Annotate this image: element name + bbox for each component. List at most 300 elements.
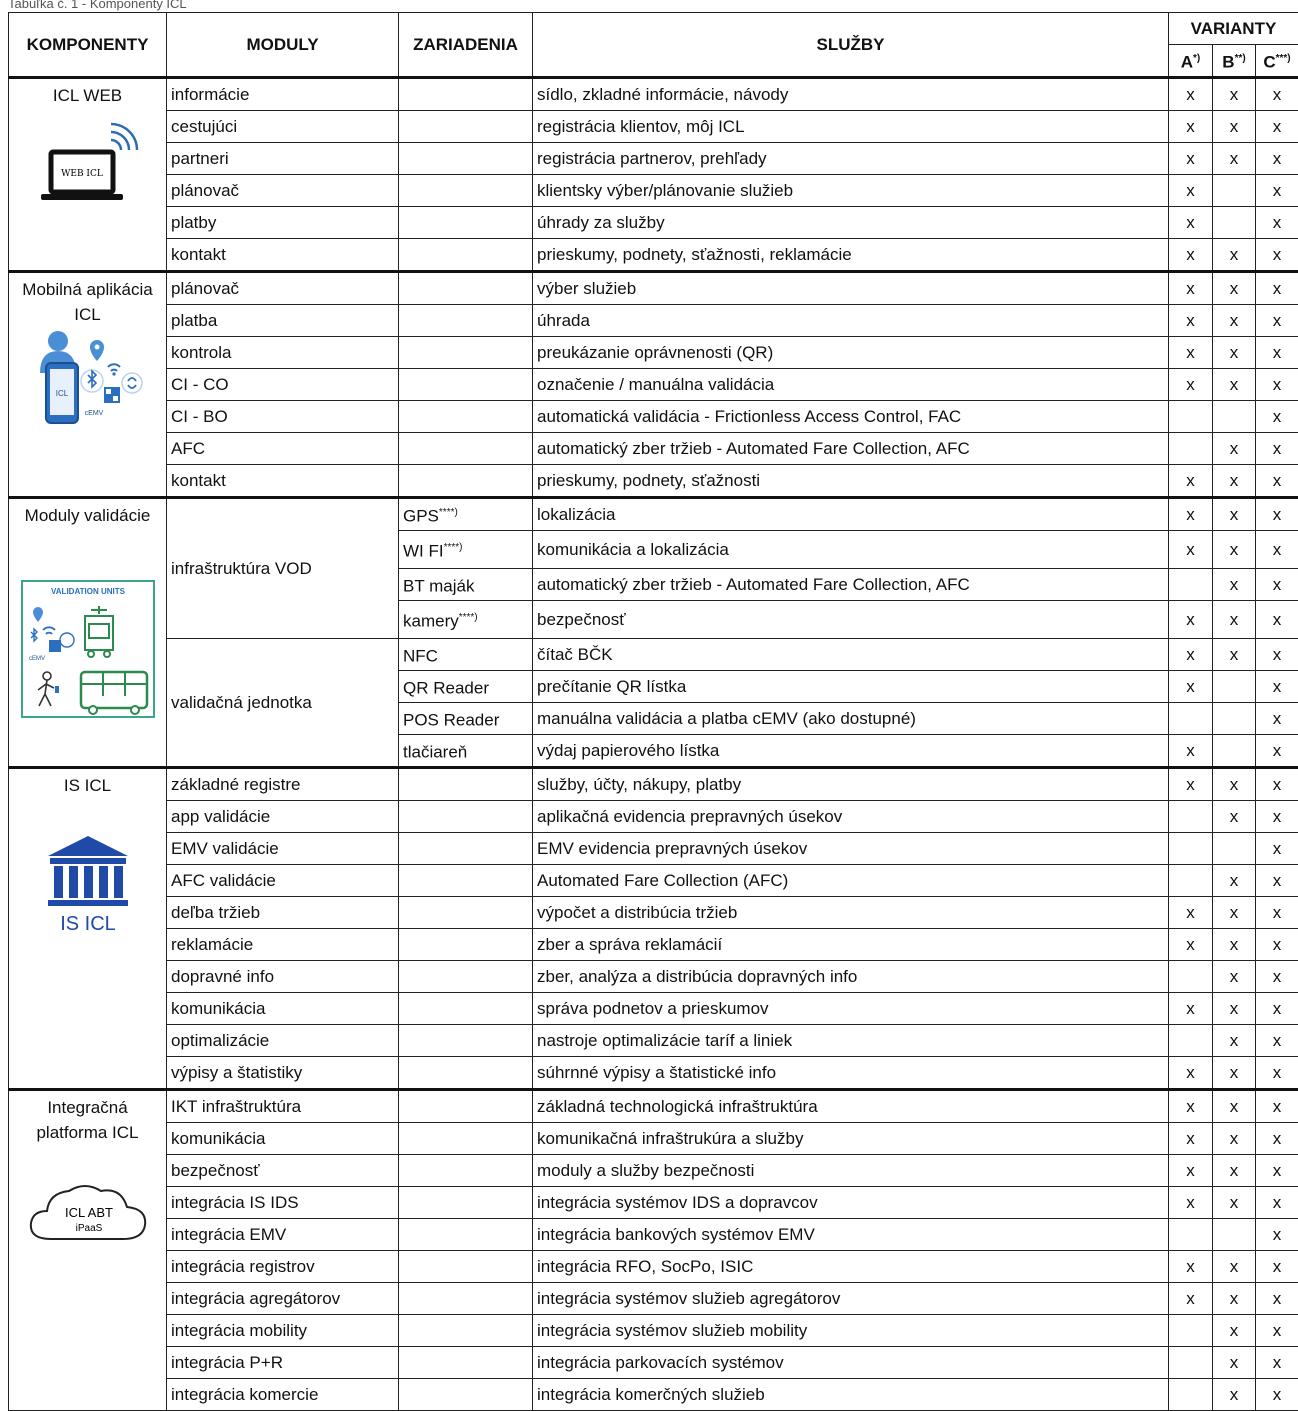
variant-a-mark: x — [1169, 601, 1213, 639]
variant-c-mark: x — [1256, 929, 1298, 961]
header-moduly: MODULY — [167, 13, 399, 78]
table-body — [9, 78, 1298, 1411]
module-cell: plánovač — [167, 175, 399, 207]
variant-b-mark: x — [1213, 801, 1256, 833]
variant-c-mark: x — [1256, 143, 1298, 175]
device-cell — [399, 401, 533, 433]
service-cell: integrácia parkovacích systémov — [533, 1347, 1169, 1379]
component-title: IS ICL — [13, 773, 162, 798]
table-row — [9, 78, 1298, 111]
module-cell: validačná jednotka — [167, 639, 399, 768]
module-cell: výpisy a štatistiky — [167, 1057, 399, 1090]
header-zariadenia: ZARIADENIA — [399, 13, 533, 78]
service-cell: lokalizácia — [533, 498, 1169, 531]
variant-a-mark: x — [1169, 993, 1213, 1025]
variant-a-mark: x — [1169, 239, 1213, 272]
variant-b-mark: x — [1213, 272, 1256, 305]
header-sluzby: SLUŽBY — [533, 13, 1169, 78]
variant-b-mark: x — [1213, 498, 1256, 531]
variant-b-mark: x — [1213, 639, 1256, 671]
variant-c-mark: x — [1256, 833, 1298, 865]
device-cell — [399, 207, 533, 239]
svg-text:WEB ICL: WEB ICL — [61, 169, 103, 179]
module-cell: integrácia registrov — [167, 1251, 399, 1283]
module-cell: CI - CO — [167, 369, 399, 401]
table-row — [9, 465, 1298, 498]
module-cell: cestujúci — [167, 111, 399, 143]
variant-a-mark: x — [1169, 78, 1213, 111]
module-cell: kontrola — [167, 337, 399, 369]
device-cell — [399, 865, 533, 897]
device-cell — [399, 433, 533, 465]
service-cell: integrácia systémov služieb mobility — [533, 1315, 1169, 1347]
variant-b-mark: x — [1213, 1379, 1256, 1411]
table-row — [9, 1090, 1298, 1123]
variant-a-mark — [1169, 401, 1213, 433]
module-cell: informácie — [167, 78, 399, 111]
variant-b-mark: x — [1213, 1025, 1256, 1057]
variant-b-mark: x — [1213, 1155, 1256, 1187]
variant-c-mark: x — [1256, 671, 1298, 703]
service-cell: zber a správa reklamácií — [533, 929, 1169, 961]
header-variant-a: A*) — [1169, 45, 1213, 78]
variant-a-mark: x — [1169, 1155, 1213, 1187]
device-cell — [399, 1251, 533, 1283]
svg-text:ICL ABT: ICL ABT — [65, 1205, 113, 1220]
service-cell: registrácia partnerov, prehľady — [533, 143, 1169, 175]
variant-a-mark: x — [1169, 175, 1213, 207]
device-cell: tlačiareň — [399, 735, 533, 768]
table-caption: Tabuľka č. 1 - Komponenty ICL — [8, 0, 187, 12]
service-cell: označenie / manuálna validácia — [533, 369, 1169, 401]
variant-a-mark: x — [1169, 1187, 1213, 1219]
device-cell — [399, 929, 533, 961]
variant-a-mark: x — [1169, 369, 1213, 401]
module-cell: kontakt — [167, 239, 399, 272]
variant-b-mark: x — [1213, 337, 1256, 369]
variant-c-mark: x — [1256, 768, 1298, 801]
variant-c-mark: x — [1256, 1155, 1298, 1187]
variant-b-mark: x — [1213, 1347, 1256, 1379]
variant-b-mark: x — [1213, 768, 1256, 801]
device-cell — [399, 1283, 533, 1315]
module-cell: platba — [167, 305, 399, 337]
variant-c-mark: x — [1256, 369, 1298, 401]
device-cell: POS Reader — [399, 703, 533, 735]
module-cell: CI - BO — [167, 401, 399, 433]
component-validation-modules — [9, 498, 167, 768]
service-cell: súhrnné výpisy a štatistické info — [533, 1057, 1169, 1090]
component-is-icl — [9, 768, 167, 1090]
variant-a-mark: x — [1169, 1090, 1213, 1123]
variant-b-mark: x — [1213, 601, 1256, 639]
service-cell: integrácia komerčných služieb — [533, 1379, 1169, 1411]
service-cell: nastroje optimalizácie taríf a liniek — [533, 1025, 1169, 1057]
variant-c-mark: x — [1256, 272, 1298, 305]
table-row — [9, 143, 1298, 175]
cloud-icon — [23, 1177, 153, 1247]
service-cell: prieskumy, podnety, sťažnosti — [533, 465, 1169, 498]
service-cell: integrácia systémov IDS a dopravcov — [533, 1187, 1169, 1219]
service-cell: automatická validácia - Frictionless Access Control, FAC — [533, 401, 1169, 433]
module-cell: plánovač — [167, 272, 399, 305]
header-variant-b: B**) — [1213, 45, 1256, 78]
components-table — [8, 12, 1298, 1411]
variant-c-mark: x — [1256, 1379, 1298, 1411]
variant-c-mark: x — [1256, 601, 1298, 639]
table-row — [9, 337, 1298, 369]
service-cell: Automated Fare Collection (AFC) — [533, 865, 1169, 897]
validation-units-icon — [21, 580, 155, 718]
module-cell: deľba tržieb — [167, 897, 399, 929]
variant-b-mark: x — [1213, 929, 1256, 961]
service-cell: úhrada — [533, 305, 1169, 337]
module-cell: platby — [167, 207, 399, 239]
module-cell: partneri — [167, 143, 399, 175]
variant-c-mark: x — [1256, 305, 1298, 337]
module-cell: integrácia mobility — [167, 1315, 399, 1347]
device-cell — [399, 111, 533, 143]
module-cell: komunikácia — [167, 1123, 399, 1155]
service-cell: výpočet a distribúcia tržieb — [533, 897, 1169, 929]
module-cell: integrácia IS IDS — [167, 1187, 399, 1219]
table-row — [9, 1379, 1298, 1411]
svg-text:cEMV: cEMV — [28, 656, 44, 662]
table-row — [9, 768, 1298, 801]
device-cell — [399, 272, 533, 305]
table-row — [9, 111, 1298, 143]
variant-b-mark: x — [1213, 1057, 1256, 1090]
service-cell: čítač BČK — [533, 639, 1169, 671]
variant-b-mark — [1213, 833, 1256, 865]
service-cell: výber služieb — [533, 272, 1169, 305]
device-cell — [399, 1057, 533, 1090]
variant-a-mark: x — [1169, 143, 1213, 175]
variant-a-mark — [1169, 833, 1213, 865]
institution-icon — [38, 830, 138, 940]
variant-b-mark: x — [1213, 531, 1256, 569]
device-cell — [399, 1123, 533, 1155]
table-row — [9, 993, 1298, 1025]
variant-a-mark — [1169, 961, 1213, 993]
svg-text:ICL: ICL — [55, 389, 68, 398]
table-row — [9, 1315, 1298, 1347]
module-cell: bezpečnosť — [167, 1155, 399, 1187]
device-cell — [399, 143, 533, 175]
variant-c-mark: x — [1256, 498, 1298, 531]
module-cell: EMV validácie — [167, 833, 399, 865]
variant-a-mark: x — [1169, 1123, 1213, 1155]
module-cell: integrácia komercie — [167, 1379, 399, 1411]
service-cell: komunikačná infraštrukúra a služby — [533, 1123, 1169, 1155]
svg-text:IS ICL: IS ICL — [60, 913, 116, 935]
variant-b-mark: x — [1213, 993, 1256, 1025]
variant-a-mark: x — [1169, 1057, 1213, 1090]
variant-a-mark: x — [1169, 337, 1213, 369]
service-cell: správa podnetov a prieskumov — [533, 993, 1169, 1025]
device-cell — [399, 305, 533, 337]
variant-b-mark: x — [1213, 1251, 1256, 1283]
table-row — [9, 207, 1298, 239]
variant-b-mark — [1213, 1219, 1256, 1251]
table-row — [9, 1187, 1298, 1219]
variant-b-mark — [1213, 207, 1256, 239]
component-title: Mobilná aplikácia ICL — [13, 277, 162, 327]
device-cell — [399, 1219, 533, 1251]
table-row — [9, 1123, 1298, 1155]
variant-c-mark: x — [1256, 465, 1298, 498]
variant-c-mark: x — [1256, 1025, 1298, 1057]
variant-c-mark: x — [1256, 239, 1298, 272]
device-cell — [399, 175, 533, 207]
device-cell — [399, 1379, 533, 1411]
variant-b-mark: x — [1213, 465, 1256, 498]
device-cell — [399, 768, 533, 801]
variant-b-mark: x — [1213, 865, 1256, 897]
module-cell: reklamácie — [167, 929, 399, 961]
service-cell: bezpečnosť — [533, 601, 1169, 639]
service-cell: manuálna validácia a platba cEMV (ako dostupné) — [533, 703, 1169, 735]
variant-c-mark: x — [1256, 897, 1298, 929]
header-komponenty: KOMPONENTY — [9, 13, 167, 78]
variant-c-mark: x — [1256, 433, 1298, 465]
table-row — [9, 639, 1298, 671]
component-title: Moduly validácie — [13, 503, 162, 528]
device-cell — [399, 1315, 533, 1347]
service-cell: sídlo, zkladné informácie, návody — [533, 78, 1169, 111]
device-cell — [399, 337, 533, 369]
variant-c-mark: x — [1256, 78, 1298, 111]
device-cell: WI FI****) — [399, 531, 533, 569]
device-cell — [399, 993, 533, 1025]
variant-c-mark: x — [1256, 1315, 1298, 1347]
table-row — [9, 1025, 1298, 1057]
device-cell — [399, 78, 533, 111]
service-cell: služby, účty, nákupy, platby — [533, 768, 1169, 801]
device-cell: GPS****) — [399, 498, 533, 531]
variant-a-mark — [1169, 801, 1213, 833]
laptop-icon — [33, 118, 143, 208]
variant-b-mark: x — [1213, 78, 1256, 111]
module-cell: integrácia P+R — [167, 1347, 399, 1379]
variant-a-mark: x — [1169, 897, 1213, 929]
service-cell: aplikačná evidencia prepravných úsekov — [533, 801, 1169, 833]
module-cell: infraštruktúra VOD — [167, 498, 399, 639]
variant-c-mark: x — [1256, 111, 1298, 143]
service-cell: integrácia systémov služieb agregátorov — [533, 1283, 1169, 1315]
service-cell: automatický zber tržieb - Automated Fare Collection, AFC — [533, 569, 1169, 601]
variant-c-mark: x — [1256, 401, 1298, 433]
variant-b-mark: x — [1213, 433, 1256, 465]
variant-a-mark: x — [1169, 735, 1213, 768]
variant-b-mark — [1213, 703, 1256, 735]
variant-b-mark: x — [1213, 897, 1256, 929]
module-cell: integrácia EMV — [167, 1219, 399, 1251]
table-row — [9, 897, 1298, 929]
table-row — [9, 239, 1298, 272]
table-row — [9, 272, 1298, 305]
variant-a-mark — [1169, 1219, 1213, 1251]
service-cell: registrácia klientov, môj ICL — [533, 111, 1169, 143]
variant-a-mark: x — [1169, 1251, 1213, 1283]
table-row — [9, 1219, 1298, 1251]
variant-a-mark — [1169, 1379, 1213, 1411]
variant-c-mark: x — [1256, 1187, 1298, 1219]
module-cell: AFC validácie — [167, 865, 399, 897]
device-cell — [399, 961, 533, 993]
table-row — [9, 961, 1298, 993]
component-mobile-app — [9, 272, 167, 498]
module-cell: dopravné info — [167, 961, 399, 993]
svg-text:cEMV: cEMV — [84, 410, 103, 417]
header-varianty: VARIANTY — [1169, 13, 1298, 45]
variant-c-mark: x — [1256, 1090, 1298, 1123]
variant-a-mark: x — [1169, 207, 1213, 239]
variant-a-mark: x — [1169, 111, 1213, 143]
variant-b-mark — [1213, 735, 1256, 768]
variant-a-mark — [1169, 865, 1213, 897]
variant-c-mark: x — [1256, 569, 1298, 601]
variant-c-mark: x — [1256, 1251, 1298, 1283]
variant-b-mark: x — [1213, 111, 1256, 143]
variant-c-mark: x — [1256, 207, 1298, 239]
device-cell — [399, 897, 533, 929]
service-cell: prečítanie QR lístka — [533, 671, 1169, 703]
variant-c-mark: x — [1256, 337, 1298, 369]
variant-c-mark: x — [1256, 703, 1298, 735]
svg-text:VALIDATION UNITS: VALIDATION UNITS — [51, 587, 126, 596]
device-cell — [399, 369, 533, 401]
table-row — [9, 305, 1298, 337]
device-cell: QR Reader — [399, 671, 533, 703]
table-row — [9, 369, 1298, 401]
device-cell — [399, 1155, 533, 1187]
module-cell: komunikácia — [167, 993, 399, 1025]
table-row — [9, 1057, 1298, 1090]
device-cell: NFC — [399, 639, 533, 671]
variant-c-mark: x — [1256, 175, 1298, 207]
table-row — [9, 1251, 1298, 1283]
variant-b-mark: x — [1213, 961, 1256, 993]
header-variant-c: C***) — [1256, 45, 1298, 78]
component-title: ICL WEB — [13, 83, 162, 108]
variant-c-mark: x — [1256, 801, 1298, 833]
service-cell: preukázanie oprávnenosti (QR) — [533, 337, 1169, 369]
module-cell: integrácia agregátorov — [167, 1283, 399, 1315]
module-cell: kontakt — [167, 465, 399, 498]
device-cell — [399, 833, 533, 865]
variant-a-mark: x — [1169, 671, 1213, 703]
variant-c-mark: x — [1256, 1283, 1298, 1315]
variant-a-mark: x — [1169, 929, 1213, 961]
service-cell: komunikácia a lokalizácia — [533, 531, 1169, 569]
module-cell: app validácie — [167, 801, 399, 833]
table-row — [9, 833, 1298, 865]
variant-a-mark: x — [1169, 272, 1213, 305]
variant-b-mark: x — [1213, 369, 1256, 401]
svg-text:iPaaS: iPaaS — [75, 1223, 102, 1234]
variant-a-mark — [1169, 569, 1213, 601]
variant-c-mark: x — [1256, 1057, 1298, 1090]
variant-b-mark — [1213, 175, 1256, 207]
variant-c-mark: x — [1256, 531, 1298, 569]
component-icl-web — [9, 78, 167, 272]
device-cell — [399, 1090, 533, 1123]
variant-a-mark: x — [1169, 465, 1213, 498]
variant-b-mark: x — [1213, 1123, 1256, 1155]
variant-a-mark: x — [1169, 498, 1213, 531]
table-row — [9, 1347, 1298, 1379]
variant-b-mark — [1213, 401, 1256, 433]
variant-b-mark: x — [1213, 1283, 1256, 1315]
module-cell: základné registre — [167, 768, 399, 801]
variant-a-mark — [1169, 1025, 1213, 1057]
variant-b-mark: x — [1213, 1315, 1256, 1347]
variant-a-mark: x — [1169, 1283, 1213, 1315]
variant-a-mark — [1169, 1347, 1213, 1379]
device-cell — [399, 1025, 533, 1057]
device-cell — [399, 1347, 533, 1379]
variant-a-mark: x — [1169, 768, 1213, 801]
module-cell: AFC — [167, 433, 399, 465]
device-cell: kamery****) — [399, 601, 533, 639]
table-row — [9, 433, 1298, 465]
service-cell: klientsky výber/plánovanie služieb — [533, 175, 1169, 207]
variant-b-mark: x — [1213, 569, 1256, 601]
table-row — [9, 1283, 1298, 1315]
service-cell: integrácia bankových systémov EMV — [533, 1219, 1169, 1251]
service-cell: automatický zber tržieb - Automated Fare Collection, AFC — [533, 433, 1169, 465]
variant-c-mark: x — [1256, 865, 1298, 897]
variant-b-mark: x — [1213, 1090, 1256, 1123]
service-cell: EMV evidencia prepravných úsekov — [533, 833, 1169, 865]
service-cell: základná technologická infraštruktúra — [533, 1090, 1169, 1123]
variant-b-mark: x — [1213, 239, 1256, 272]
variant-c-mark: x — [1256, 961, 1298, 993]
variant-c-mark: x — [1256, 639, 1298, 671]
variant-a-mark — [1169, 703, 1213, 735]
module-cell: optimalizácie — [167, 1025, 399, 1057]
service-cell: moduly a služby bezpečnosti — [533, 1155, 1169, 1187]
device-cell — [399, 465, 533, 498]
component-title: Integračná platforma ICL — [13, 1095, 162, 1145]
device-cell — [399, 1187, 533, 1219]
service-cell: zber, analýza a distribúcia dopravných info — [533, 961, 1169, 993]
variant-c-mark: x — [1256, 1347, 1298, 1379]
table-row — [9, 865, 1298, 897]
table-row — [9, 1155, 1298, 1187]
variant-b-mark: x — [1213, 305, 1256, 337]
table-row — [9, 175, 1298, 207]
service-cell: výdaj papierového lístka — [533, 735, 1169, 768]
variant-a-mark: x — [1169, 531, 1213, 569]
variant-b-mark: x — [1213, 143, 1256, 175]
variant-a-mark: x — [1169, 305, 1213, 337]
variant-c-mark: x — [1256, 735, 1298, 768]
service-cell: úhrady za služby — [533, 207, 1169, 239]
table-row — [9, 929, 1298, 961]
variant-a-mark: x — [1169, 639, 1213, 671]
table-row — [9, 801, 1298, 833]
table-row — [9, 498, 1298, 531]
variant-b-mark: x — [1213, 1187, 1256, 1219]
component-integration-platform — [9, 1090, 167, 1411]
device-cell — [399, 239, 533, 272]
variant-c-mark: x — [1256, 993, 1298, 1025]
variant-b-mark — [1213, 671, 1256, 703]
variant-c-mark: x — [1256, 1219, 1298, 1251]
mobile-user-icon — [28, 329, 148, 433]
